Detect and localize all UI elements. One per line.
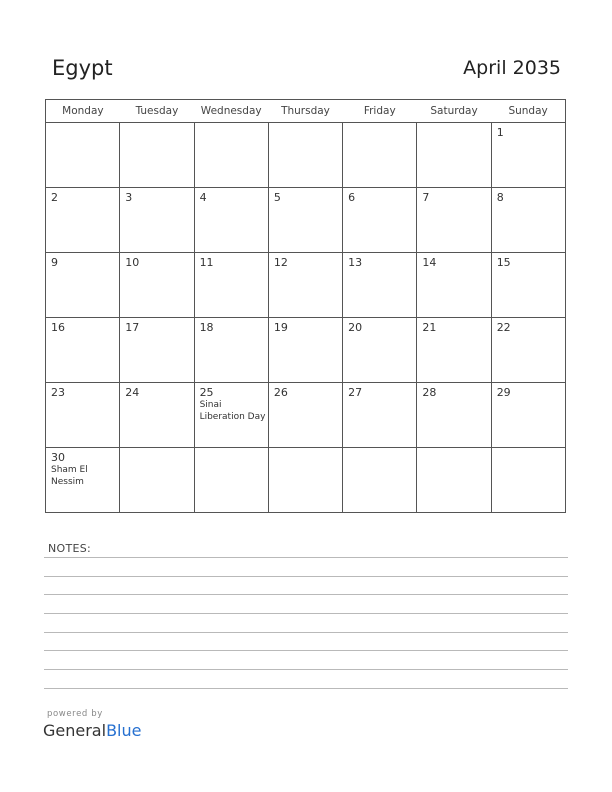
day-cell: [417, 188, 491, 253]
day-number: 13: [348, 256, 363, 269]
day-number: 7: [422, 191, 430, 204]
day-cell: [46, 253, 120, 318]
day-number: 14: [422, 256, 437, 269]
day-cell: [268, 448, 342, 513]
day-cell: [417, 318, 491, 383]
notes-line: [44, 650, 568, 651]
day-number: [120, 123, 193, 126]
calendar-grid: [45, 99, 566, 513]
day-number: 30: [51, 451, 65, 464]
notes-line: [44, 669, 568, 670]
day-cell: [417, 123, 491, 188]
day-number: 11: [199, 256, 214, 269]
day-number: 5: [273, 191, 281, 204]
week-row: [46, 383, 566, 448]
day-number: 15: [496, 256, 511, 269]
day-number: [269, 448, 342, 451]
day-number: 21: [422, 321, 437, 334]
week-row: [46, 123, 566, 188]
day-cell: [46, 123, 120, 188]
day-cell: [491, 253, 565, 318]
day-cell: [491, 188, 565, 253]
day-number: 28: [422, 386, 437, 399]
day-number: [120, 448, 193, 451]
day-cell: [343, 318, 417, 383]
day-cell: [46, 383, 120, 448]
day-cell: [194, 188, 268, 253]
holiday-label: Sinai Liberation Day: [199, 400, 266, 422]
day-number: 2: [51, 191, 58, 204]
day-number: [492, 448, 565, 451]
weekday-monday: Monday: [46, 100, 120, 123]
day-cell: [343, 123, 417, 188]
day-number: 4: [199, 191, 207, 204]
day-cell: [491, 448, 565, 513]
day-number: [417, 448, 490, 451]
day-cell: [268, 253, 342, 318]
day-number: 24: [125, 386, 140, 399]
day-number: 20: [348, 321, 363, 334]
day-cell: [343, 188, 417, 253]
weekday-thursday: Thursday: [268, 100, 342, 123]
notes-line: [44, 594, 568, 595]
week-row: [46, 318, 566, 383]
day-number: 8: [496, 191, 504, 204]
day-number: 3: [125, 191, 133, 204]
day-cell: [343, 383, 417, 448]
notes-line: [44, 632, 568, 633]
holiday-label: Sham El Nessim: [51, 465, 88, 487]
day-cell: [491, 318, 565, 383]
day-cell: [417, 383, 491, 448]
day-number: 23: [51, 386, 65, 399]
day-cell: [268, 383, 342, 448]
day-cell: [120, 383, 194, 448]
day-number: 18: [199, 321, 214, 334]
day-number: [195, 448, 268, 451]
powered-by-text: powered by: [47, 709, 103, 719]
day-cell: [194, 383, 268, 448]
day-number: 6: [348, 191, 356, 204]
day-number: [343, 448, 416, 451]
day-cell: [120, 123, 194, 188]
notes-line: [44, 557, 568, 558]
day-number: [343, 123, 416, 126]
day-cell: [120, 318, 194, 383]
day-number: [46, 123, 119, 126]
day-number: [417, 123, 490, 126]
week-row: [46, 253, 566, 318]
day-cell: [343, 253, 417, 318]
notes-line: [44, 688, 568, 689]
day-cell: [46, 448, 120, 513]
day-cell: [268, 123, 342, 188]
logo-general-text: General: [43, 721, 107, 740]
notes-line: [44, 576, 568, 577]
day-cell: [120, 448, 194, 513]
day-number: [195, 123, 268, 126]
day-number: [269, 123, 342, 126]
weekday-wednesday: Wednesday: [194, 100, 268, 123]
generalblue-logo: [43, 721, 141, 740]
day-cell: [120, 253, 194, 318]
day-cell: [194, 123, 268, 188]
day-number: 27: [348, 386, 363, 399]
day-cell: [194, 448, 268, 513]
day-cell: [268, 188, 342, 253]
day-number: 22: [496, 321, 511, 334]
notes-label: NOTES:: [48, 542, 92, 555]
day-number: 29: [496, 386, 511, 399]
day-cell: [491, 123, 565, 188]
weekday-saturday: Saturday: [417, 100, 491, 123]
week-row: [46, 448, 566, 513]
country-title: Egypt: [52, 56, 113, 80]
weekday-friday: Friday: [343, 100, 417, 123]
day-number: 1: [496, 126, 504, 139]
day-cell: [46, 188, 120, 253]
notes-line: [44, 613, 568, 614]
month-year-title: April 2035: [463, 57, 561, 79]
weekday-header-row: [46, 100, 566, 123]
day-number: 10: [125, 256, 140, 269]
day-cell: [343, 448, 417, 513]
day-cell: [417, 253, 491, 318]
day-number: 26: [273, 386, 288, 399]
day-cell: [491, 383, 565, 448]
day-number: 17: [125, 321, 140, 334]
weekday-sunday: Sunday: [491, 100, 565, 123]
weekday-tuesday: Tuesday: [120, 100, 194, 123]
day-cell: [194, 318, 268, 383]
day-cell: [120, 188, 194, 253]
day-cell: [417, 448, 491, 513]
day-number: 19: [273, 321, 288, 334]
day-number: 16: [51, 321, 65, 334]
logo-blue-text: Blue: [106, 721, 142, 740]
day-cell: [194, 253, 268, 318]
day-number: 25: [199, 386, 214, 399]
day-number: 12: [273, 256, 288, 269]
day-cell: [46, 318, 120, 383]
day-number: 9: [51, 256, 58, 269]
week-row: [46, 188, 566, 253]
day-cell: [268, 318, 342, 383]
